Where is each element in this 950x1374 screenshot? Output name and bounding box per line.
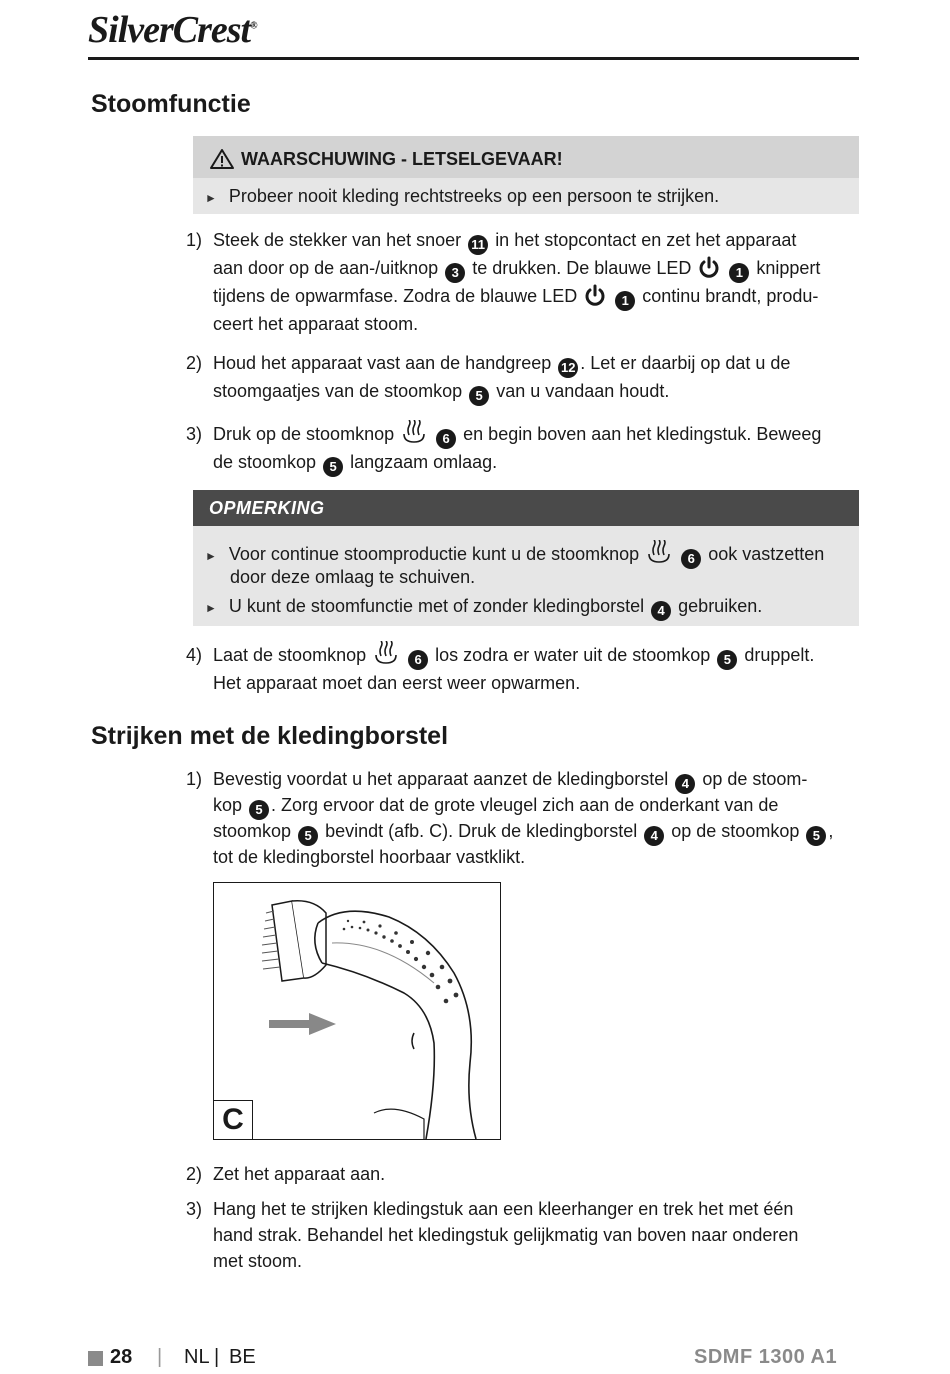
step-1-line-4: ceert het apparaat stoom. bbox=[213, 314, 419, 334]
ref-badge: 12 bbox=[558, 358, 578, 378]
warning-box bbox=[193, 136, 859, 214]
warning-title bbox=[209, 148, 563, 170]
note-bullet-1-cont: door deze omlaag te schuiven. bbox=[230, 567, 476, 587]
ref-badge: 5 bbox=[298, 826, 318, 846]
header-rule bbox=[88, 57, 859, 60]
ref-badge: 4 bbox=[651, 601, 671, 621]
ref-badge: 4 bbox=[675, 774, 695, 794]
s2-step-1-line-4: tot de kledingborstel hoorbaar vastklikt. bbox=[213, 847, 526, 867]
section-title-kledingborstel: Strijken met de kledingborstel bbox=[91, 722, 449, 750]
steam-button-icon bbox=[373, 641, 399, 665]
s2-step-2-line-1: Zet het apparaat aan. bbox=[213, 1164, 386, 1184]
section-title-stoomfunctie: Stoomfunctie bbox=[91, 90, 251, 118]
note-bullet-2: ► U kunt de stoomfunctie met of zonder kledingborstel 4 gebruiken. bbox=[205, 596, 762, 621]
s2-step-1: 1) Bevestig voordat u het apparaat aanzet de kledingborstel 4 op de stoom- kop 5 . Zorg ervoor dat de grote vleugel zich aan de onderkant van de stoomkop 5 bevindt (afb. C). Druk de kledingborstel 4 op de stoomkop 5 , tot de kledingborstel hoorbaar vastklikt. bbox=[186, 766, 866, 878]
s2-step-3-line-1: Hang het te strijken kledingstuk aan een kleerhanger en trek het met één bbox=[213, 1199, 794, 1219]
ref-badge: 5 bbox=[249, 800, 269, 820]
ref-badge: 3 bbox=[445, 263, 465, 283]
footer-lang-be: BE bbox=[229, 1346, 256, 1368]
ref-badge: 6 bbox=[408, 650, 428, 670]
step-1-line-1: Steek de stekker van het snoer 11 in het stopcontact en zet het apparaat bbox=[213, 226, 796, 255]
ref-badge: 5 bbox=[469, 386, 489, 406]
ref-badge: 5 bbox=[806, 826, 826, 846]
ref-badge: 5 bbox=[717, 650, 737, 670]
bullet-arrow-icon: ► bbox=[205, 191, 217, 205]
page-number: 28 bbox=[110, 1346, 133, 1368]
step-1-line-2: aan door op de aan-/uitknop 3 te drukken. De blauwe LED 1 knippert bbox=[213, 254, 820, 283]
step-2-line-1: Houd het apparaat vast aan de handgreep 12 . Let er daarbij op dat u de bbox=[213, 349, 790, 378]
warning-bullet: ► Probeer nooit kleding rechtstreeks op een persoon te strijken. bbox=[205, 186, 720, 206]
step-4: 4) Laat de stoomknop 6 los zodra er water uit de stoomkop 5 druppelt. Het apparaat moet dan eerst weer opwarmen. bbox=[186, 641, 866, 697]
ref-badge: 6 bbox=[436, 429, 456, 449]
power-icon bbox=[584, 284, 606, 306]
ref-badge: 1 bbox=[615, 291, 635, 311]
footer-separator: | bbox=[157, 1346, 163, 1368]
brand-logo: SilverCrest® bbox=[88, 9, 257, 51]
step-3-line-1: Druk op de stoomknop 6 en begin boven aan het kledingstuk. Beweeg bbox=[213, 420, 821, 449]
s2-step-1-line-3: stoomkop 5 bevindt (afb. C). Druk de kledingborstel 4 op de stoomkop 5 , bbox=[213, 818, 833, 846]
note-bullet-1: ► Voor continue stoomproductie kunt u de stoomknop 6 ook vastzetten bbox=[205, 540, 824, 569]
bullet-arrow-icon: ► bbox=[205, 549, 217, 563]
steamer-brush-illustration bbox=[214, 883, 500, 1139]
step-1: 1) Steek de stekker van het snoer 11 in het stopcontact en zet het apparaat aan door op de aan-/uitknop 3 te drukken. De blauwe LED 1 knippert tijdens de opwarmfase. Zodra de blauwe LED 1 continu brandt, produ- ceert het apparaat stoom. bbox=[186, 226, 866, 338]
footer-separator-2: | bbox=[214, 1346, 220, 1368]
bullet-arrow-icon: ► bbox=[205, 601, 217, 615]
footer-lang-nl: NL bbox=[184, 1346, 210, 1368]
note-title: OPMERKING bbox=[209, 498, 325, 518]
s2-step-3: 3) Hang het te strijken kledingstuk aan een kleerhanger en trek het met één hand strak. Behandel het kledingstuk gelijkmatig van boven naar onderen met stoom. bbox=[186, 1196, 866, 1276]
steam-button-icon bbox=[401, 420, 427, 444]
ref-badge: 6 bbox=[681, 549, 701, 569]
figure-c bbox=[213, 882, 501, 1140]
warning-triangle-icon bbox=[209, 148, 235, 170]
step-3: 3) Druk op de stoomknop 6 en begin boven aan het kledingstuk. Beweeg de stoomkop 5 langzaam omlaag. bbox=[186, 420, 866, 476]
step-4-line-1: Laat de stoomknop 6 los zodra er water uit de stoomkop 5 druppelt. bbox=[213, 641, 814, 670]
model-number: SDMF 1300 A1 bbox=[694, 1346, 838, 1368]
steam-button-icon bbox=[646, 540, 672, 564]
step-3-line-2: de stoomkop 5 langzaam omlaag. bbox=[213, 448, 497, 477]
ref-badge: 11 bbox=[468, 235, 488, 255]
step-2: 2) Houd het apparaat vast aan de handgreep 12 . Let er daarbij op dat u de stoomgaatjes van de stoomkop 5 van u vandaan houdt. bbox=[186, 349, 866, 405]
ref-badge: 1 bbox=[729, 263, 749, 283]
ref-badge: 4 bbox=[644, 826, 664, 846]
figure-label: C bbox=[214, 1100, 253, 1139]
ref-badge: 5 bbox=[323, 457, 343, 477]
step-2-line-2: stoomgaatjes van de stoomkop 5 van u vandaan houdt. bbox=[213, 377, 669, 406]
s2-step-3-line-3: met stoom. bbox=[213, 1251, 303, 1271]
note-box bbox=[193, 490, 859, 626]
warning-title-text: WAARSCHUWING - LETSELGEVAAR! bbox=[241, 148, 563, 169]
footer-square-icon bbox=[88, 1351, 103, 1366]
step-1-line-3: tijdens de opwarmfase. Zodra de blauwe LED 1 continu brandt, produ- bbox=[213, 282, 818, 311]
s2-step-1-line-2: kop 5 . Zorg ervoor dat de grote vleugel zich aan de onderkant van de bbox=[213, 792, 778, 820]
power-icon bbox=[698, 256, 720, 278]
s2-step-3-line-2: hand strak. Behandel het kledingstuk gelijkmatig van boven naar onderen bbox=[213, 1225, 799, 1245]
s2-step-1-line-1: Bevestig voordat u het apparaat aanzet de kledingborstel 4 op de stoom- bbox=[213, 766, 807, 794]
s2-step-2: 2) Zet het apparaat aan. bbox=[186, 1160, 866, 1188]
step-4-line-2: Het apparaat moet dan eerst weer opwarmen. bbox=[213, 673, 581, 693]
